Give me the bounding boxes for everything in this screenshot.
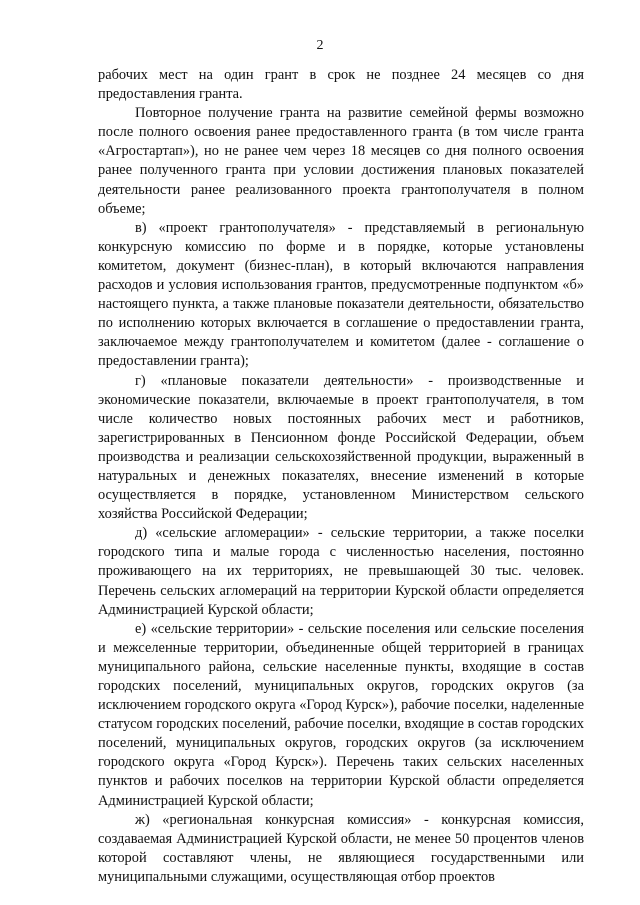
page-number: 2 [316,38,324,53]
paragraph-item-zh: ж) «региональная конкурсная комиссия» - конкурсная комиссия, создаваемая Администрацией Курской области, не менее 50 процентов членов которой составляют члены, не являющиеся государственными или муниципальными служащими, осуществляющая отбор проектов [98,811,584,885]
paragraph-item-g: г) «плановые показатели деятельности» - производственные и экономические показатели, включаемые в проект грантополучателя, в том числе количество новых постоянных рабочих мест и работников, зарегистрированных в Пенсионном фонде Российской Федерации, объем производства и реализации сельскохозяйственной продукции, выраженный в натуральных и денежных показателях, внесение изменений в которые осуществляется в порядке, установленном Министерством сельского хозяйства Российской Федерации; [98,372,584,523]
paragraph-item-v: в) «проект грантополучателя» - представляемый в региональную конкурсную комиссию по форме и в порядке, которые установлены комитетом, документ (бизнес-план), в который включаются направления расходов и условия использования грантов, предусмотренные подпунктом «б» настоящего пункта, а также плановые показатели деятельности, обязательство по исполнению которых включается в соглашение о предоставлении гранта, заключаемое между грантополучателем и комитетом (далее - соглашение о предоставлении гранта); [98,219,584,370]
body-text [98,66,584,887]
paragraph-repeat-grant: Повторное получение гранта на развитие семейной фермы возможно после полного освоения ранее предоставленного гранта (в том числе гранта «Агростартап»), но не ранее чем через 18 месяцев со дня полного освоения ранее полученного гранта при условии достижения плановых показателей деятельности ранее реализованного проекта грантополучателя в полном объеме; [98,105,584,217]
paragraph-continuation: рабочих мест на один грант в срок не позднее 24 месяцев со дня предоставления гранта. [98,67,584,103]
paragraph-item-d: д) «сельские агломерации» - сельские территории, а также поселки городского типа и малые города с численностью населения, постоянно проживающего на их территориях, не превышающей 30 тыс. человек. Перечень сельских агломераций на территории Курской области определяется Администрацией Курской области; [98,525,584,618]
paragraph-item-e: е) «сельские территории» - сельские поселения или сельские поселения и межселенные территории, объединенные общей территорией в границах муниципального района, сельские населенные пункты, входящие в состав городских поселений, муниципальных округов, городских округов (за исключением городского округа «Город Курск»), рабочие поселки, наделенные статусом городских поселений, рабочие поселки, входящие в состав городских поселений, муниципальных округов, городских округов (за исключением городского округа «Город Курск»). Перечень таких сельских населенных пунктов и рабочих поселков на территории Курской области определяется Администрацией Курской области; [98,620,584,809]
